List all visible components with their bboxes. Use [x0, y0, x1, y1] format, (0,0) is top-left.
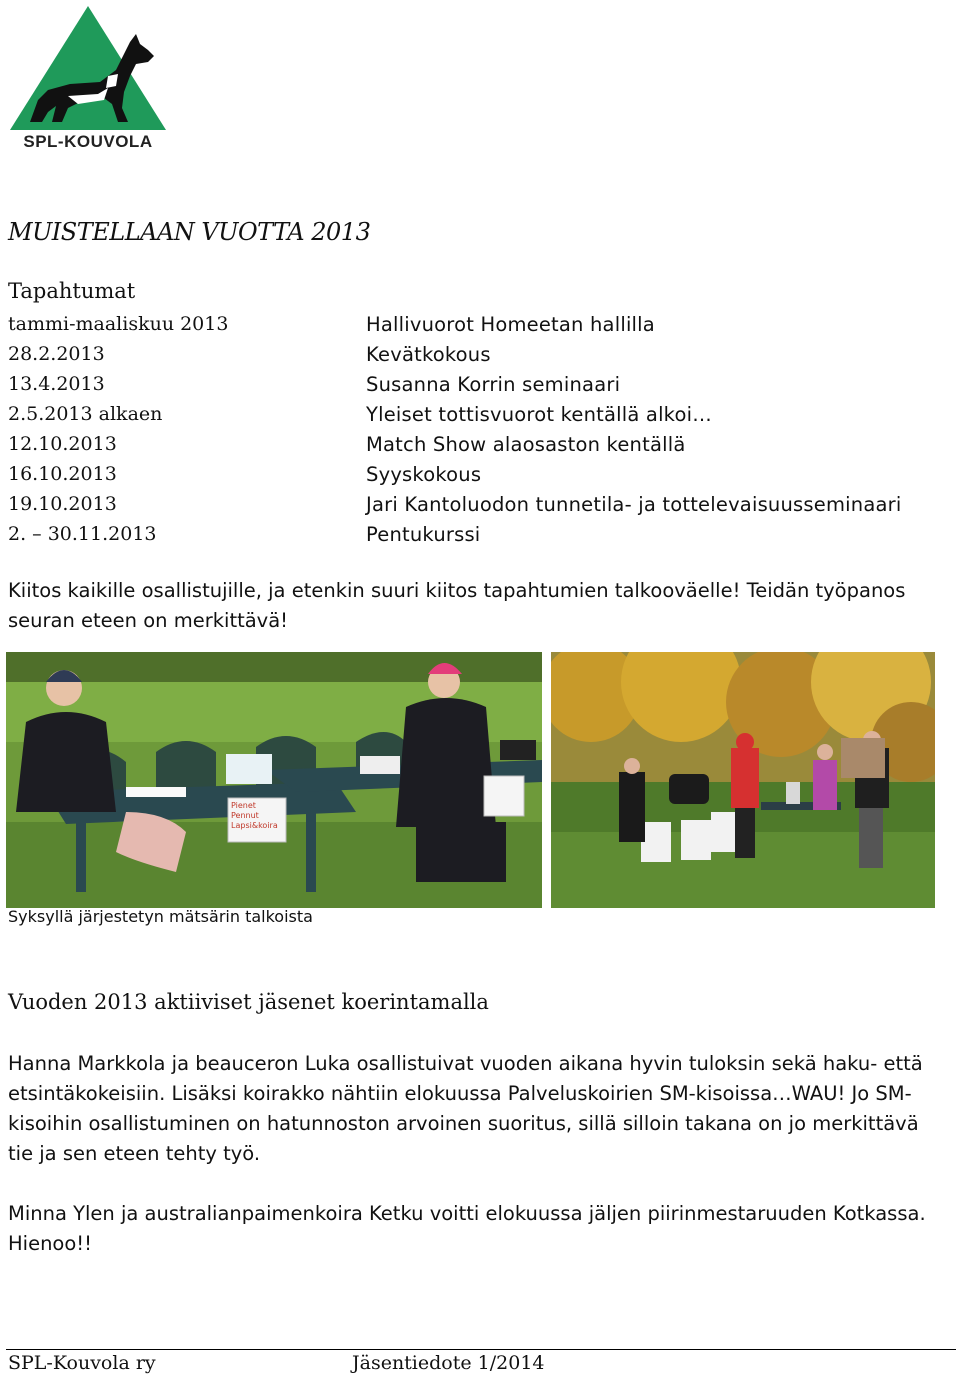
event-date: tammi-maaliskuu 2013	[8, 313, 229, 335]
footer-divider	[6, 1349, 956, 1350]
event-row	[8, 309, 958, 339]
photo-caption: Syksyllä järjestetyn mätsärin talkoista	[8, 907, 313, 926]
event-description: Match Show alaosaston kentällä	[366, 432, 686, 456]
footer-organization: SPL-Kouvola ry	[8, 1352, 156, 1374]
event-date: 28.2.2013	[8, 343, 105, 365]
page-title: MUISTELLAAN VUOTTA 2013	[8, 218, 371, 246]
event-row	[8, 429, 958, 459]
event-date: 19.10.2013	[8, 493, 117, 515]
event-description: Pentukurssi	[366, 522, 481, 546]
event-date: 16.10.2013	[8, 463, 117, 485]
event-row	[8, 489, 958, 519]
event-date: 13.4.2013	[8, 373, 105, 395]
event-description: Hallivuorot Homeetan hallilla	[366, 312, 655, 336]
dog-triangle-logo-icon	[8, 4, 168, 134]
members-heading: Vuoden 2013 aktiiviset jäsenet koerintamalla	[8, 990, 489, 1014]
event-date: 2. – 30.11.2013	[8, 523, 157, 545]
events-heading: Tapahtumat	[8, 279, 136, 303]
event-row	[8, 459, 958, 489]
event-row	[8, 399, 958, 429]
members-paragraph-2: Minna Ylen ja australianpaimenkoira Ketku voitti elokuussa jäljen piirinmestaruuden Kotkassa. Hienoo!!	[8, 1202, 926, 1255]
event-description: Syyskokous	[366, 462, 482, 486]
thanks-paragraph: Kiitos kaikille osallistujille, ja etenkin suuri kiitos tapahtumien talkooväelle! Teidän työpanos seuran eteen on merkittävä!	[8, 579, 906, 632]
event-description: Jari Kantoluodon tunnetila- ja tottelevaisuusseminaari	[366, 492, 902, 516]
volunteers-table-photo	[6, 652, 542, 908]
outdoor-event-photo	[551, 652, 935, 908]
members-paragraph-1: Hanna Markkola ja beauceron Luka osallistuivat vuoden aikana hyvin tuloksin sekä haku- että etsintäkokeisiin. Lisäksi koirakko nähtiin elokuussa Palveluskoirien SM-kisoissa…WAU! Jo SM-kisoihin osallistuminen on hatunnoston arvoinen suoritus, sillä silloin takana on jo merkittävä tie ja sen eteen tehty työ.	[8, 1052, 923, 1165]
event-row	[8, 519, 958, 549]
event-description: Kevätkokous	[366, 342, 491, 366]
event-date: 2.5.2013 alkaen	[8, 403, 163, 425]
photo-sign-text: Pienet Pennut Lapsi&koira	[231, 801, 278, 830]
event-row	[8, 339, 958, 369]
events-list	[8, 309, 958, 549]
event-description: Yleiset tottisvuorot kentällä alkoi…	[366, 402, 712, 426]
footer-issue: Jäsentiedote 1/2014	[352, 1352, 545, 1374]
event-description: Susanna Korrin seminaari	[366, 372, 621, 396]
event-row	[8, 369, 958, 399]
event-date: 12.10.2013	[8, 433, 117, 455]
logo-text: SPL-KOUVOLA	[23, 132, 153, 151]
